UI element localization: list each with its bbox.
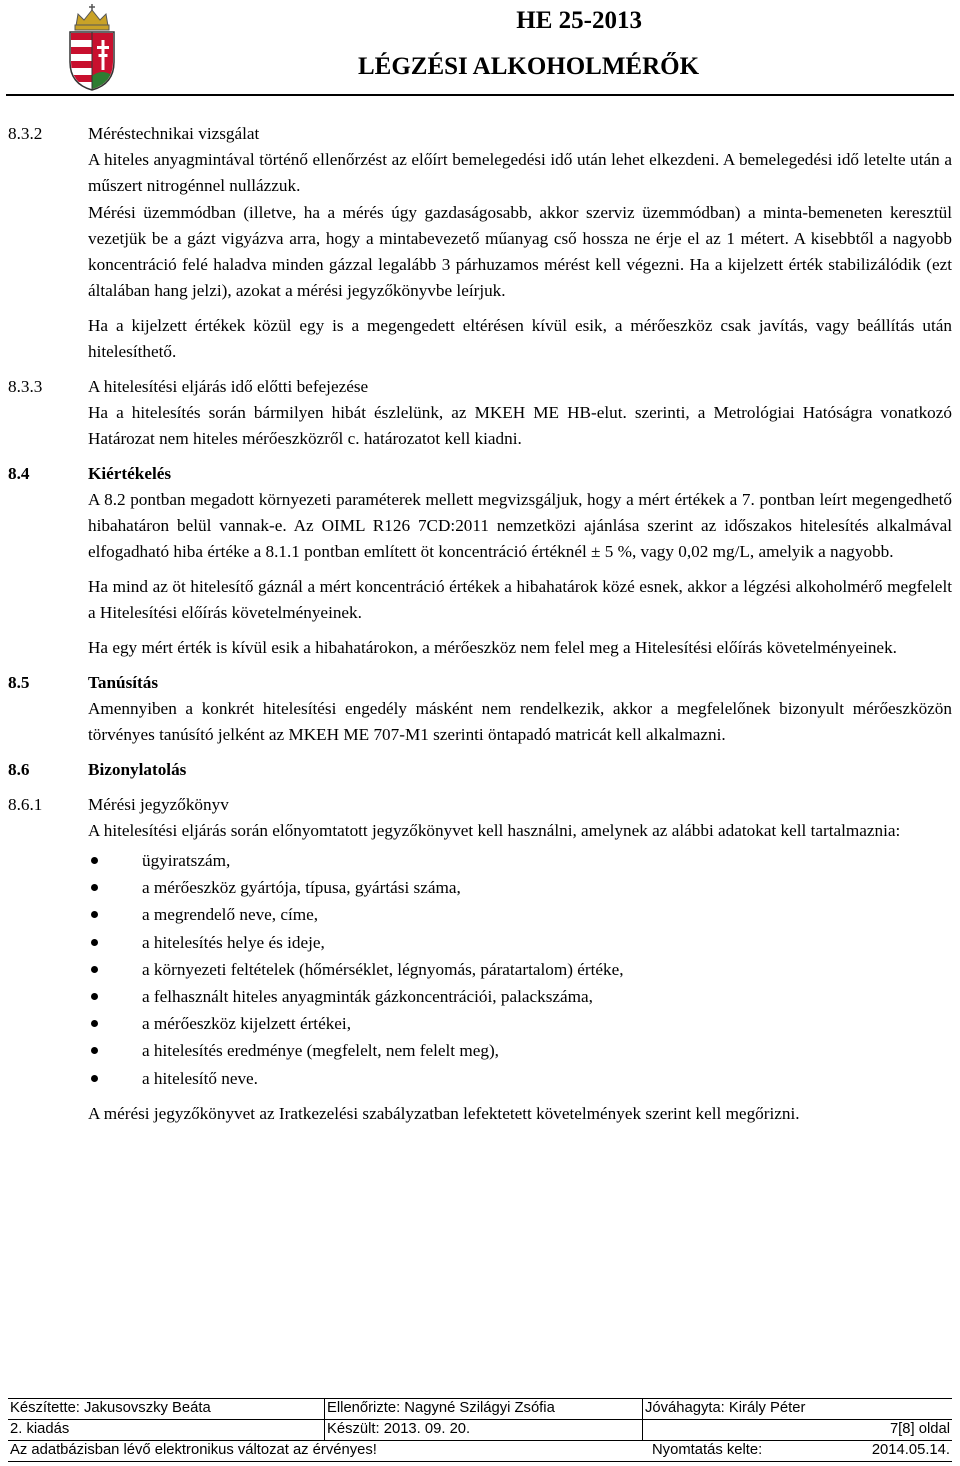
bullet-icon <box>91 1020 98 1027</box>
hungarian-coat-of-arms-icon <box>62 4 122 92</box>
paragraph: A 8.2 pontban megadott környezeti paraméterek mellett megvizsgáljuk, hogy a mért értékek a 7. pontban leírt megengedhető hibahatáron belül vannak-e. Az OIML R126 7CD:2011 nemzetközi ajánlása szerint az időszakos hitelesítés alkalmával elfogadható hiba értéke a 8.1.1 pontban említett öt koncentráció értéknél ± 5 %, vagy 0,02 mg/L, amelyik a nagyobb. <box>88 490 952 561</box>
bullet-icon <box>91 939 98 946</box>
checked-by: Ellenőrizte: Nagyné Szilágyi Zsófia <box>324 1399 642 1419</box>
section-number: 8.4 <box>8 464 30 483</box>
bullet-icon <box>91 911 98 918</box>
bullet-icon <box>91 1047 98 1054</box>
section-number: 8.3.2 <box>8 124 43 143</box>
paragraph: A mérési jegyzőkönyvet az Iratkezelési szabályzatban lefektetett követelmények szerint kell megőrizni. <box>88 1103 800 1123</box>
list-item: a hitelesítés helye és ideje, <box>88 929 952 956</box>
section-title: Tanúsítás <box>88 673 159 692</box>
section-title: Méréstechnikai vizsgálat <box>88 124 260 143</box>
section-number: 8.6.1 <box>8 795 43 814</box>
list-item: a hitelesítés eredménye (megfelelt, nem felelt meg), <box>88 1037 952 1064</box>
footer-row <box>8 1440 952 1462</box>
paragraph: A hiteles anyagmintával történő ellenőrzést az előírt bemelegedési idő után lehet elkezdeni. A bemelegedési idő letelte után a műszert nitrogénnel nullázzuk. <box>88 150 952 195</box>
created-date: Készült: 2013. 09. 20. <box>324 1420 642 1440</box>
page-footer <box>8 1398 952 1462</box>
paragraph: A hitelesítési eljárás során előnyomtatott jegyzőkönyvet kell használni, amelynek az alábbi adatokat kell tartalmaznia: <box>88 821 901 840</box>
edition: 2. kiadás <box>10 1421 70 1437</box>
document-title: LÉGZÉSI ALKOHOLMÉRŐK <box>358 53 700 80</box>
section-number: 8.6 <box>8 760 30 779</box>
footer-row <box>8 1398 952 1419</box>
bullet-icon <box>91 1075 98 1082</box>
section-title: A hitelesítési eljárás idő előtti befejezése <box>88 377 369 396</box>
section-title: Kiértékelés <box>88 464 172 483</box>
paragraph: Mérési üzemmódban (illetve, ha a mérés úgy gazdaságosabb, akkor szerviz üzemmódban) a minta-bemeneten keresztül vezetjük be a gázt vigyázva arra, hogy a mintabevezető műanyag cső hossza ne érje el az 1 métert. A kisebbtől a nagyobb koncentráció felé haladva minden gázzal legalább 3 párhuzamos mérést kell végezni. Ha a kijelzett érték stabilizálódik (ezt általában hang jelzi), azokat a mérési jegyzőkönyvbe leírjuk. <box>88 203 952 300</box>
section-8-6-1 <box>8 792 952 1127</box>
paragraph: Ha a hitelesítés során bármilyen hibát észlelünk, az MKEH ME HB-elut. szerinti, a Metrológiai Hatóságra vonatkozó Határozat nem hiteles mérőeszközről c. határozatot kell kiadni. <box>88 403 952 448</box>
paragraph: Ha mind az öt hitelesítő gáznál a mért koncentráció értékek a hibahatárok közé esnek, akkor a légzési alkoholmérő megfelelt a Hitelesítési előírás követelményeinek. <box>88 577 952 622</box>
page-number: 7[8] oldal <box>642 1420 952 1440</box>
required-data-list <box>88 847 952 1092</box>
header-divider <box>6 94 954 96</box>
print-date: 2014.05.14. <box>871 1442 950 1458</box>
section-title: Bizonylatolás <box>88 760 187 779</box>
section-title: Mérési jegyzőkönyv <box>88 795 229 814</box>
bullet-icon <box>91 966 98 973</box>
page-header <box>0 0 960 96</box>
section-8-6 <box>8 757 952 783</box>
approved-by: Jóváhagyta: Király Péter <box>642 1399 952 1419</box>
footer-row <box>8 1419 952 1440</box>
document-code: HE 25-2013 <box>516 7 642 34</box>
section-8-3-3 <box>8 374 952 452</box>
section-number: 8.3.3 <box>8 377 43 396</box>
list-item: a mérőeszköz gyártója, típusa, gyártási száma, <box>88 874 952 901</box>
list-item: a megrendelő neve, címe, <box>88 901 952 928</box>
paragraph: Ha egy mért érték is kívül esik a hibahatárokon, a mérőeszköz nem felel meg a Hitelesítési előírás követelményeinek. <box>88 638 897 657</box>
validity-note: Az adatbázisban lévő elektronikus változat az érvényes! <box>10 1442 377 1458</box>
bullet-icon <box>91 993 98 1000</box>
section-8-5 <box>8 670 952 748</box>
paragraph: Ha a kijelzett értékek közül egy is a megengedett eltérésen kívül esik, a mérőeszköz csak javítás, vagy beállítás után hitelesíthető. <box>88 316 952 361</box>
section-8-4 <box>8 461 952 565</box>
prepared-by: Készítette: Jakusovszky Beáta <box>10 1400 211 1416</box>
bullet-icon <box>91 884 98 891</box>
print-date-label: Nyomtatás kelte: <box>652 1442 763 1458</box>
list-item: a hitelesítő neve. <box>88 1065 952 1092</box>
document-body <box>8 121 952 1127</box>
list-item: a környezeti feltételek (hőmérséklet, légnyomás, páratartalom) értéke, <box>88 956 952 983</box>
bullet-icon <box>91 857 98 864</box>
paragraph: Amennyiben a konkrét hitelesítési engedély másként nem rendelkezik, akkor a megfelelőnek bizonyult mérőeszközön törvényes tanúsító jelként az MKEH ME 707-M1 szerinti öntapadó matricát kell alkalmazni. <box>88 699 952 744</box>
section-number: 8.5 <box>8 673 30 692</box>
list-item: a mérőeszköz kijelzett értékei, <box>88 1010 952 1037</box>
section-8-3-2 <box>8 121 952 199</box>
list-item: a felhasznált hiteles anyagminták gázkoncentrációi, palackszáma, <box>88 983 952 1010</box>
list-item: ügyiratszám, <box>88 847 952 874</box>
